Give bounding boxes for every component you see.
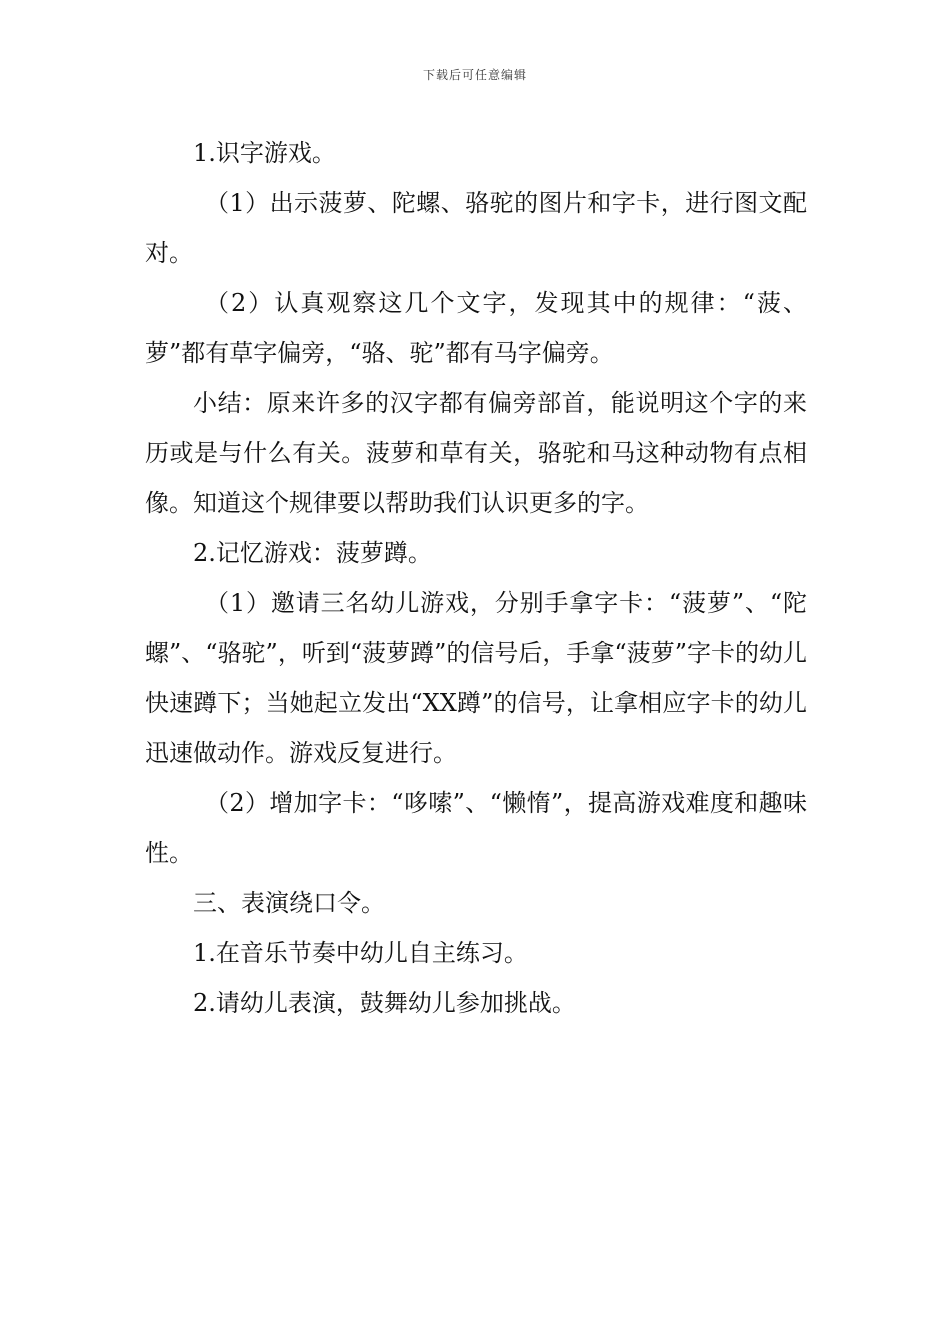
page-header: 下载后可任意编辑	[422, 68, 527, 82]
paragraph-literacy-game-heading: 1.识字游戏。	[193, 139, 336, 167]
paragraph-literacy-step-1: （1）出示菠萝、陀螺、骆驼的图片和字卡，进行图文配对。	[145, 189, 807, 267]
paragraph-section-three-item-2: 2.请幼儿表演，鼓舞幼儿参加挑战。	[193, 989, 576, 1017]
paragraph-memory-step-1: （1）邀请三名幼儿游戏，分别手拿字卡：“菠萝”、“陀螺”、“骆驼”，听到“菠萝蹲”的信号后，手拿“菠萝”字卡的幼儿快速蹲下；当她起立发出“XX蹲”的信号，让拿相应字卡的幼儿迅速做动作。游戏反复进行。	[145, 589, 807, 767]
document-body	[145, 128, 807, 1028]
paragraph-summary: 小结：原来许多的汉字都有偏旁部首，能说明这个字的来历或是与什么有关。菠萝和草有关，骆驼和马这种动物有点相像。知道这个规律要以帮助我们认识更多的字。	[145, 389, 807, 517]
paragraph-memory-step-2: （2）增加字卡：“哆嗦”、“懒惰”，提高游戏难度和趣味性。	[145, 789, 807, 867]
paragraph-memory-game-heading: 2.记忆游戏：菠萝蹲。	[193, 539, 432, 567]
paragraph-section-three-heading: 三、表演绕口令。	[193, 889, 385, 917]
paragraph-section-three-item-1: 1.在音乐节奏中幼儿自主练习。	[193, 939, 528, 967]
paragraph-literacy-step-2: （2）认真观察这几个文字，发现其中的规律：“菠、萝”都有草字偏旁，“骆、驼”都有马字偏旁。	[145, 289, 807, 367]
